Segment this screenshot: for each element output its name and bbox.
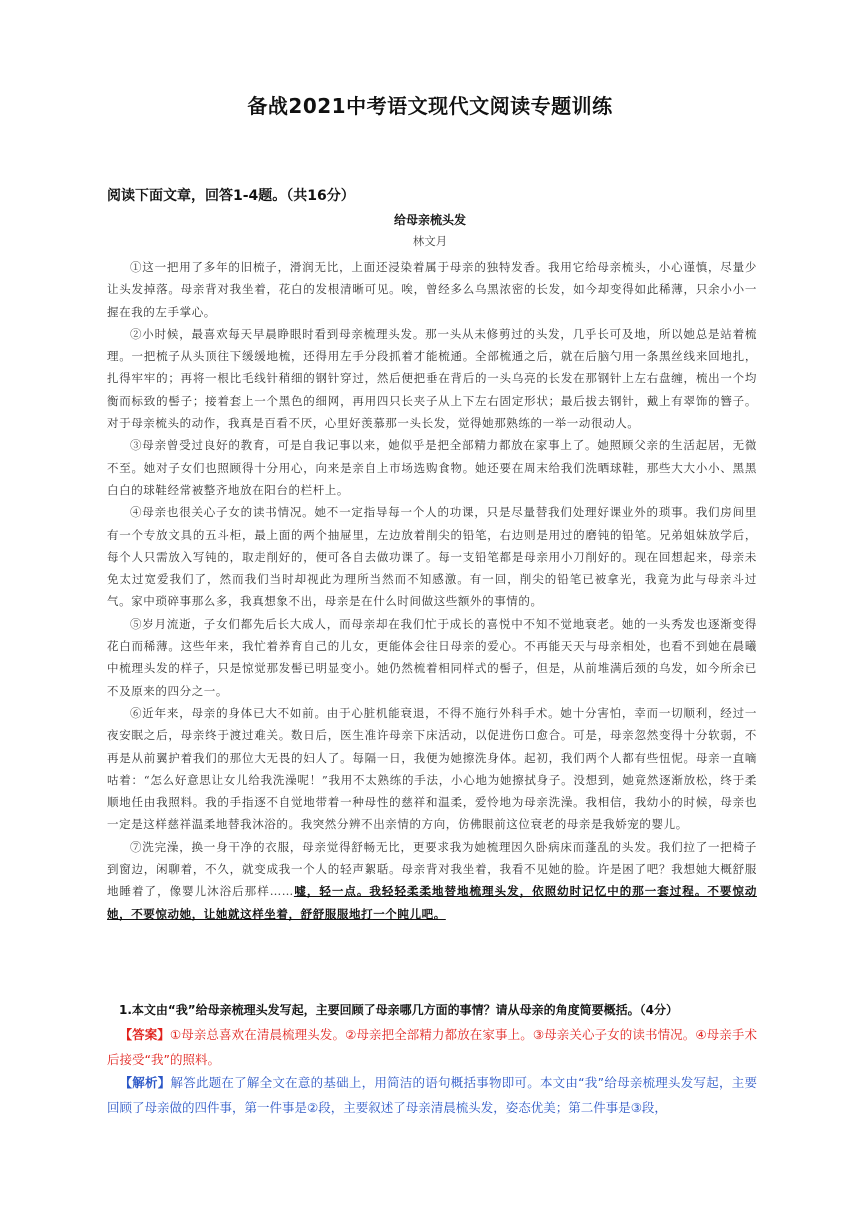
essay-title: 给母亲梳头发: [393, 213, 466, 227]
paragraph-6: ⑥近年来，母亲的身体已大不如前。由于心脏机能衰退，不得不施行外科手术。她十分害怕，幸而一切顺利，经过一夜安眠之后，母亲终于渡过难关。数日后，医生准许母亲下床活动，以促进伤口愈合。可是，母亲忽然变得十分软弱，不再是从前翼护着我们的那位大无畏的妇人了。每隔一日，我便为她擦洗身体。起初，我们两个人都有些忸怩。母亲一直嘀咕着：“怎么好意思让女儿给我洗澡呢！”我用不太熟练的手法，小心地为她擦拭身子。没想到，她竟然逐渐放松，终于柔顺地任由我照料。我的手指逐不自觉地带着一种母性的慈祥和温柔，爱怜地为母亲洗澡。我相信，我幼小的时候，母亲也一定是这样慈祥温柔地替我沐浴的。我突然分辨不出亲情的方向，仿佛眼前这位衰老的母亲是我娇宠的婴儿。: [107, 705, 757, 832]
analysis-block: [107, 1071, 757, 1120]
paragraph-1: ①这一把用了多年的旧梳子，滑润无比，上面还浸染着属于母亲的独特发香。我用它给母亲梳头，小心谨慎，尽量少让头发掉落。母亲背对我坐着，花白的发根清晰可见。唉，曾经多么乌黑浓密的长发，如今却变得如此稀薄，只余小小一握在我的左手掌心。: [107, 260, 757, 319]
paragraph-7-text: ⑦洗完澡，换一身干净的衣服，母亲觉得舒畅无比，更要求我为她梳理因久卧病床而蓬乱的头发。我们拉了一把椅子到窗边，闲聊着，不久，就变成我一个人的轻声絮聒。母亲背对我坐着，我看不见她的脸。许是困了吧？我想她大概舒服地睡着了，像婴儿沐浴后那样……: [107, 839, 757, 899]
paragraph-7: [107, 836, 757, 925]
answer-tag: 【答案】: [119, 1027, 170, 1042]
paragraph-7-emphasis: 嘘，轻一点。我轻轻柔柔地替地梳理头发，依照幼时记忆中的那一套过程。不要惊动她，不要惊动她，让她就这样坐着，舒舒服服地打一个盹儿吧。: [107, 884, 757, 921]
question-1: 1.本文由“我”给母亲梳理头发写起，主要回顾了母亲哪几方面的事情？请从母亲的角度简要概括。（4分）: [119, 1003, 679, 1017]
answer-text: ①母亲总喜欢在清晨梳理头发。②母亲把全部精力都放在家事上。③母亲关心子女的读书情况。④母亲手术后接受“我”的照料。: [107, 1027, 757, 1067]
reading-instruction: 阅读下面文章，回答1-4题。（共16分）: [107, 188, 355, 204]
paragraph-2: ②小时候，最喜欢每天早晨睁眼时看到母亲梳理头发。那一头从未修剪过的头发，几乎长可及地，所以她总是站着梳理。一把梳子从头顶往下缓缓地梳，还得用左手分段抓着才能梳通。全部梳通之后，就在后脑勺用一条黑丝线来回地扎，扎得牢牢的；再将一根比毛线针稍细的钢针穿过，然后便把垂在背后的一头乌亮的长发在那钢针上左右盘缠，梳出一个均衡而标致的髻子；接着套上一个黑色的细网，再用四只长夹子从上下左右固定形状；最后拔去钢针，戴上有翠饰的簪子。对于母亲梳头的动作，我真是百看不厌，心里好羡慕那一头长发，觉得她那熟练的一举一动很动人。: [107, 326, 757, 431]
essay-author: 林文月: [412, 234, 448, 248]
paragraph-3: ③母亲曾受过良好的教育，可是自我记事以来，她似乎是把全部精力都放在家事上了。她照顾父亲的生活起居，无微不至。她对子女们也照顾得十分用心，向来是亲自上市场选购食物。她还要在周末给我们洗晒球鞋，那些大大小小、黑黑白白的球鞋经常被整齐地放在阳台的栏杆上。: [107, 438, 757, 497]
document-title: 备战2021中考语文现代文阅读专题训练: [247, 94, 613, 118]
analysis-text: 解答此题在了解全文在意的基础上，用简洁的语句概括事物即可。本文由“我”给母亲梳理头发写起，主要回顾了母亲做的四件事，第一件事是②段，主要叙述了母亲清晨梳头发，姿态优美；第二件事是③段，: [107, 1075, 757, 1115]
essay-body: [107, 256, 757, 925]
answer-block: [107, 1023, 757, 1072]
analysis-tag: 【解析】: [119, 1075, 171, 1090]
paragraph-5: ⑤岁月流逝，子女们都先后长大成人，而母亲却在我们忙于成长的喜悦中不知不觉地衰老。她的一头秀发也逐渐变得花白而稀薄。这些年来，我忙着养育自己的儿女，更能体会往日母亲的爱心。不再能天天与母亲相处，也看不到她在晨曦中梳理头发的样子，只是惊觉那发髻已明显变小。她仍然梳着相同样式的髻子，但是，从前堆满后颈的乌发，如今所余已不及原来的四分之一。: [107, 616, 757, 698]
paragraph-4: ④母亲也很关心子女的读书情况。她不一定指导每一个人的功课，只是尽量替我们处理好课业外的琐事。我们房间里有一个专放文具的五斗柜，最上面的两个抽屉里，左边放着削尖的铅笔，右边则是用过的磨钝的铅笔。兄弟姐妹放学后，每个人只需放入写钝的，取走削好的，便可各自去做功课了。每一支铅笔都是母亲用小刀削好的。现在回想起来，母亲未免太过宽爱我们了，然而我们当时却视此为理所当然而不知感激。有一回，削尖的铅笔已被拿光，我竟为此与母亲斗过气。家中琐碎事那么多，我真想象不出，母亲是在什么时间做这些额外的事情的。: [107, 505, 757, 609]
